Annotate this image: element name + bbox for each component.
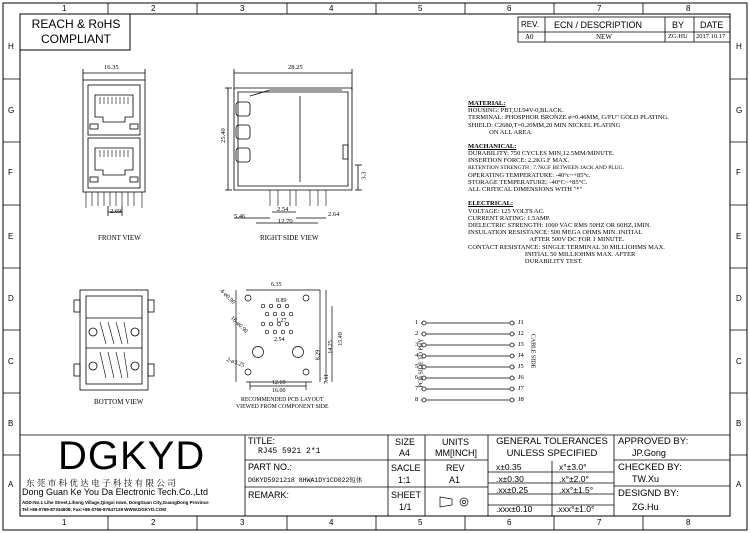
material-line: HOUSING: PBT,UL94V-0,BLACK. [468, 107, 564, 115]
tolerance-title: GENERAL TOLERANCES UNLESS SPECIFIED [496, 436, 608, 459]
grid-row-label: C [8, 357, 14, 366]
dim-side-d2: 2.54 [277, 206, 289, 213]
electrical-line: CURRENT RATING: 1.5AMP. [468, 214, 551, 222]
grid-row-label: H [8, 42, 14, 51]
dim-pcb-m: 16.00 [272, 388, 286, 394]
grid-row-label: D [8, 294, 14, 303]
dim-side-d4: 2.64 [328, 211, 340, 218]
rev-header: REV. [521, 20, 539, 29]
dim-pcb-a: 6.35 [271, 282, 282, 288]
pin-number: 2 [415, 330, 419, 337]
company-name-en: Dong Guan Ke You Da Electronic Tech.Co.,Ltd [22, 487, 208, 497]
pin-number: 3 [415, 341, 419, 348]
dim-pcb-k: 2-ø3.25 [225, 357, 245, 369]
front-view-drawing [83, 69, 145, 216]
pin-number: 5 [415, 363, 419, 370]
dim-pcb-b: 8.89 [276, 298, 287, 304]
date-header: DATE [700, 20, 724, 30]
dim-side-d3: 12.70 [278, 218, 293, 225]
grid-col-label: 7 [597, 518, 602, 527]
electrical-title: ELECTRICAL: [468, 200, 514, 208]
dim-pcb-f: 2.54 [274, 337, 285, 343]
grid-col-label: 6 [507, 518, 512, 527]
ecn-value: NEW [596, 33, 612, 41]
dim-pcb-d: 16-ø0.90 [229, 315, 249, 335]
company-address: ADD:No.1 Lihe Street,Lihong Village,Qingxi town, DongGuan City,GuangDong Province [22, 500, 209, 505]
compliance-badge: REACH & RoHS COMPLIANT [31, 17, 121, 46]
part-value: DGKYD5921218 8HWA1DY1CD022短体 [248, 477, 363, 484]
sheet-label: SHEET [391, 490, 422, 500]
company-contact: Tel:+86-0769-87334608; Fax:+86-0769-87647129 WWW.DGKYD.COM [22, 507, 166, 512]
pin-schematic-drawing [421, 321, 515, 402]
grid-row-label: C [736, 357, 742, 366]
title-label: TITLE: [248, 436, 276, 446]
size-label: SIZE [395, 437, 416, 447]
ecn-header: ECN / DESCRIPTION [554, 20, 643, 30]
electrical-line: DIELECTRIC STRENGTH: 1000 VAC RMS 50HZ OR 60HZ,1MIN. [468, 222, 652, 230]
dim-pcb-c: 4-ø0.90 [218, 288, 236, 306]
approved-value: JP.Gong [632, 448, 666, 458]
grid-row-label: H [736, 42, 742, 51]
electrical-line: AFTER 500V DC FOR 1 MINUTE. [468, 236, 625, 244]
grid-col-label: 5 [418, 518, 423, 527]
grid-row-label: F [8, 168, 13, 177]
by-value: ZG.HU [668, 33, 688, 40]
pcb-layout-label: RECOMMENDED PCB LAYOUT VIEWED FROM COMPONENT SIDE [236, 397, 329, 410]
size-value: A4 [399, 448, 411, 458]
grid-col-label: 4 [329, 4, 334, 13]
company-logo: DGKYD [58, 434, 206, 478]
tolerance-linear: .xxx±0.10 [496, 504, 533, 514]
electrical-line: DURABILITY TEST. [468, 258, 583, 266]
dim-front-pin: 2.69 [110, 208, 122, 215]
rev-value: A0 [525, 33, 534, 41]
electrical-line: INSULATION RESISTANCE: 500 MEGA OHMS MIN. INITIAL [468, 229, 643, 237]
mechanical-line: ALL CRITICAL DIMENSIONS WITH "*" [468, 186, 583, 194]
checked-value: TW.Xu [632, 474, 660, 484]
rev-block-value: A1 [449, 475, 461, 485]
grid-col-label: 1 [62, 4, 67, 13]
part-label: PART NO.: [248, 462, 293, 472]
pin-label: J2 [518, 330, 524, 337]
grid-col-label: 2 [151, 518, 156, 527]
scale-value: 1:1 [398, 475, 411, 485]
grid-col-label: 6 [507, 4, 512, 13]
units-label: UNITS [442, 437, 469, 447]
dim-pcb-h: 14.25 [327, 340, 334, 354]
dim-side-height: 25.40 [219, 128, 227, 143]
grid-col-label: 7 [597, 4, 602, 13]
electrical-line: CONTACT RESISTANCE: SINGLE TERMINAL 30 MILLIOHMS MAX. [468, 243, 665, 251]
pin-label: J7 [518, 385, 524, 392]
title-value: RJ45 5921 2*1 [258, 447, 321, 456]
sheet-value: 1/1 [399, 502, 412, 512]
grid-row-label: G [736, 106, 743, 115]
grid-row-label: A [736, 480, 742, 489]
pcb-side-label: PCB SIDE TO PHY [418, 338, 425, 388]
projection-symbol [440, 497, 468, 507]
pin-number: 4 [415, 352, 419, 359]
grid-row-label: G [8, 106, 15, 115]
grid-col-label: 1 [62, 518, 67, 527]
grid-col-label: 4 [329, 518, 334, 527]
grid-col-label: 8 [686, 518, 691, 527]
grid-row-label: B [736, 419, 742, 428]
dim-pcb-l: 12.69 [272, 380, 286, 386]
scale-label: SACLE [391, 463, 421, 473]
dim-front-width: 16.35 [104, 64, 119, 71]
dim-side-d1: 5.46 [234, 213, 246, 220]
mechanical-line: RETENTION STRENGTH : 7.7KGF BETWEEN JACK AND PLUG. [468, 164, 624, 171]
grid-col-label: 2 [151, 4, 156, 13]
electrical-line: INITIAL 50 MILLIOHMS MAX. AFTER [468, 250, 636, 258]
mechanical-line: INSERTION FORCE: 2.2KG.F MAX. [468, 157, 570, 165]
right-view-label: RIGHT SIDE VIEW [260, 234, 319, 242]
pin-label: J5 [518, 363, 524, 370]
pin-label: J3 [518, 341, 524, 348]
grid-row-label: D [736, 294, 742, 303]
by-header: BY [672, 20, 685, 30]
notes-block [468, 100, 669, 265]
material-line: SHIELD: C2680,T=0.20MM,20 MIN NICKEL PLATING [468, 121, 621, 129]
grid-row-label: E [8, 232, 14, 241]
grid-row-label: F [736, 168, 741, 177]
tolerance-angular: .x°±2.0° [559, 474, 589, 484]
material-line: TERMINAL: PHOSPHOR BRONZE ø=0.46MM, G/FU" GOLD PLATING. [468, 114, 669, 122]
pin-label: J4 [518, 352, 524, 359]
mechanical-line: OPERATING TEMPERATURE: -40°c~+85°c. [468, 171, 591, 179]
bottom-view-label: BOTTOM VIEW [94, 398, 144, 406]
material-title: MATERIAL: [468, 100, 506, 107]
tolerance-angular: .xxx°±1.0° [556, 504, 595, 514]
grid-row-label: E [736, 232, 742, 241]
electrical-line: VOLTAGE: 125 VOLTS AC. [468, 207, 545, 215]
pin-label: J6 [518, 374, 524, 381]
tolerance-linear: x±0.35 [496, 462, 522, 472]
grid-col-label: 8 [686, 4, 691, 13]
pin-number: 1 [415, 319, 419, 326]
front-view-label: FRONT VIEW [98, 234, 141, 242]
grid-col-label: 3 [240, 4, 245, 13]
design-label: DESIGND BY: [618, 488, 679, 499]
design-value: ZG.Hu [632, 502, 659, 512]
grid-col-label: 5 [418, 4, 423, 13]
pin-number: 6 [415, 374, 419, 381]
pin-number: 7 [415, 385, 419, 392]
date-value: 2017.10.17 [696, 33, 726, 40]
units-value: MM[INCH] [435, 448, 477, 458]
dim-side-width: 28.25 [288, 64, 303, 71]
dim-pcb-j: 7.11 [324, 373, 331, 385]
mechanical-line: DURABILITY: 750 CYCLES MIN,12.5MM/MINUTE. [468, 150, 615, 158]
tolerance-angular: x°±3.0° [559, 462, 587, 472]
grid-row-label: B [8, 419, 14, 428]
grid-col-label: 3 [240, 518, 245, 527]
dim-pcb-e: 1.27 [276, 318, 287, 324]
material-line: ON ALL AREA. [468, 128, 533, 136]
pin-label: J8 [518, 396, 524, 403]
cable-side-label: CABLE SIDE [529, 333, 536, 369]
tolerance-linear: .x±0.30 [496, 474, 524, 484]
dim-pcb-i: 8.29 [315, 349, 322, 361]
approved-label: APPROVED BY: [618, 436, 689, 447]
mechanical-title: MACHANICAL: [468, 143, 517, 151]
rev-label: REV [446, 463, 465, 473]
grid-row-label: A [8, 480, 14, 489]
tolerance-angular: .xx°±1.5° [559, 485, 594, 495]
pin-number: 8 [415, 396, 419, 403]
tolerance-linear: .xx±0.25 [496, 485, 529, 495]
dim-side-d5: 3.3 [360, 171, 368, 180]
bottom-view-drawing [74, 290, 154, 390]
dim-pcb-g: 15.49 [337, 332, 344, 346]
company-name-cn: 东 莞 市 科 优 达 电 子 科 技 有 限 公 司 [26, 478, 176, 488]
mechanical-line: STORAGE TEMPERATURE: -40°C~+85°C. [468, 179, 588, 187]
side-view-drawing [225, 69, 362, 223]
remark-label: REMARK: [248, 490, 290, 500]
pin-label: J1 [518, 319, 524, 326]
checked-label: CHECKED BY: [618, 462, 682, 473]
